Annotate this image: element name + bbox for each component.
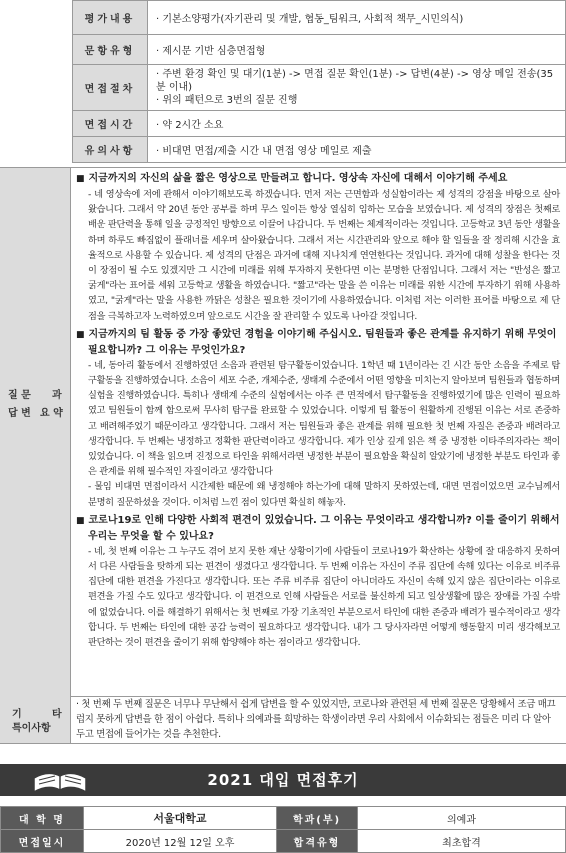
- value-interview-date: 2020년 12월 12일 오후: [84, 830, 277, 853]
- etc-label-2: 타: [52, 709, 62, 720]
- review-banner: [0, 764, 566, 796]
- qa-label-and: 과: [52, 390, 62, 401]
- label-interview-date: 면접일시: [1, 830, 84, 853]
- answer-2: - 네, 동아리 활동에서 진행하였던 소음과 관련된 탐구활동이었습니다. 1학년 때 1년이라는 긴 시간 동안 소음을 주제로 탐구활동을 진행하였습니다. 소음이 세포 수준, 개체수준, 생태계 수준에서 어떤 영향을 미치는지 알아보며 팀원들과 협동하며 실험을 진행하였습니다. 특히나 생태계 수준의 실험에서는 아주 큰 면적에서 탐구활동을 진행하였기에 많은 인력이 필요하였고 팀원들이 함께 함으로써 무사히 탐구를 완료할 수 있었습니다. 이렇게 팀 활동이 원활하게 진행된 이유는 서로 존중하고 배려해주었기 때문이라고 생각합니다. 그래서 저는 팀원들과 좋은 관계를 위해 필요한 첫 번째 자질은 존중과 배려라고 생각합니다. 두 번째는 냉정하고 정확한 판단력이라고 생각합니다. 제가 인상 깊게 읽은 책 중 냉정한 이타주의자라는 책이 있었습니다. 이 책을 읽으며 진정으로 타인을 위해서라면 냉정한 부분이 필요함을 확실히 알았기에 냉정한 부분도 타인과 좋은 관계를 위해 필수적인 자질이라고 생각합니다: [88, 359, 560, 478]
- label-notes: 유의사항: [73, 137, 148, 163]
- question-2: ■ 지금까지의 팀 활동 중 가장 좋았던 경험을 이야기해 주십시오. 팀원들과 좋은 관계를 유지하기 위해 무엇이 필요합니까? 그 이유는 무엇인가요?: [76, 327, 560, 358]
- interview-info-table: [0, 0, 566, 163]
- value-procedure-1: · 주변 환경 확인 및 대기(1분) -> 면접 질문 확인(1분) -> 답변(4분) -> 영상 메일 전송(35분 이내): [156, 68, 557, 94]
- summary-table: [0, 806, 566, 853]
- label-evaluation: 평가내용: [73, 1, 148, 35]
- answer-1: - 네 영상속에 저에 관해서 이야기해보도록 하겠습니다. 먼저 저는 근면함과 성실함이라는 제 성격의 강점을 바탕으로 살아왔습니다. 그래서 약 20년 동안 공부를 하며 무스 일이든 항상 열심히 임하는 모습을 보였습니다. 제 성격의 장점은 첫째로 배운 판단력을 통해 일을 긍정적인 방향으로 이끌어 나갑니다. 두 번째는 체계적이라는 것입니다. 고등학교 3년 동안 생활을 하며 하루도 빠짐없이 플래너를 세우며 살아왔습니다. 그래서 저는 시간관리와 앞으로 해야 할 일들을 잘 정리해 시간을 효율적으로 사용할 수 있습니다. 제 성격의 단점은 과거에 대해 지나치게 연연한다는 것입니다. 과거에 대해 성찰을 한다는 것이 장점이 될 수도 있겠지만 그 시간에 미래를 위해 투자하지 못한다면 이는 분명한 단점입니다. 그래서 저는 "반성은 짧고 굵게"라는 표어를 세워 고등학교 생활을 하였습니다. "짧고"라는 말을 쓴 이유는 미래를 위한 시간에 투자하기 위해 사용하였고, "굵게"라는 말을 사용한 까닭은 성찰은 필요한 것이기에 사용하였습니다. 이처럼 저는 이러한 표어를 바탕으로 제 단점을 극복하고자 노력하였으며 앞으로도 시간을 잘 관리할 수 있도록 나아갈 것입니다.: [88, 189, 560, 322]
- value-procedure-2: · 위의 패턴으로 3번의 질문 진행: [156, 94, 557, 107]
- value-admission-type: 최초합격: [358, 830, 566, 853]
- label-time: 면접시간: [73, 111, 148, 137]
- etc-text: · 첫 번째 두 번째 질문은 너무나 무난해서 쉽게 답변을 할 수 있었지만, 코로나와 관련된 세 번째 질문은 당황해서 조금 매끄럽지 못하게 답변을 한 점이 아쉽다. 특히나 의예과를 희망하는 학생이라면 우리 사회에서 이슈화되는 점들은 미리 다 알아두고 면접에 들어가는 것을 추천한다.: [76, 697, 558, 742]
- etc-label-3: 특이사항: [12, 723, 51, 734]
- qa-list: [76, 171, 560, 653]
- qa-label-answer: 답 변: [8, 408, 31, 419]
- qa-section-label: [0, 168, 71, 696]
- answer-3: - 네, 첫 번째 이유는 그 누구도 겪어 보지 못한 재난 상황이기에 사람들이 코로나19가 확산하는 상황에 잘 대응하지 못하여서 다른 사람들을 탓하게 되는 편견이 생겼다고 생각합니다. 두 번째 이유는 자신이 주류 집단에 속해 있다는 이유로 비주류 집단에 대한 편견을 가진다고 생각합니다. 또는 주류 비주류 집단이 아니더라도 자신이 속해 있지 않은 집단이라는 이유로 편견을 가질 수도 있다고 생각합니다. 이 편견으로 인해 사람들은 서로를 불신하게 되고 일상생활에 많은 장애를 가질 수밖에 없었습니다. 이를 해결하기 위해서는 첫 번째로 가장 기초적인 부분으로서 타인에 대한 존중과 배려가 필수적이라고 생각합니다. 두 번째는 타인에 대한 공감 능력이 필요하다고 생각합니다. 내가 그 당사자라면 어떻게 행동할지 미리 생각해보고 판단하는 것이 편견을 줄이기 위해 함양해야 하는 점이라고 생각합니다.: [88, 545, 560, 649]
- etc-label-1: 기: [12, 709, 22, 720]
- label-question-type: 문항유형: [73, 35, 148, 65]
- label-admission-type: 합격유형: [277, 830, 358, 853]
- question-3: ■ 코로나19로 인해 다양한 사회적 편견이 있었습니다. 그 이유는 무엇이라고 생각합니까? 이를 줄이기 위해서 우리는 무엇을 할 수 있나요?: [76, 513, 560, 544]
- value-department: 의예과: [358, 807, 566, 830]
- value-time: · 약 2시간 소요: [156, 120, 223, 131]
- value-notes: · 비대면 면접/제출 시간 내 면접 영상 메일로 제출: [156, 146, 372, 157]
- question-1: ■ 지금까지의 자신의 삶을 짧은 영상으로 만들려고 합니다. 영상속 자신에 대해서 이야기해 주세요: [76, 171, 560, 187]
- label-department: 학과(부): [277, 807, 358, 830]
- value-university: 서울대학교: [153, 812, 207, 825]
- label-university: 대 학 명: [1, 807, 84, 830]
- qa-label-question: 질 문: [8, 390, 31, 401]
- qa-label-summary: 요 약: [40, 408, 63, 419]
- value-question-type: · 제시문 기반 심층면접형: [156, 46, 265, 57]
- etc-section: [0, 695, 566, 744]
- answer-2-note: - 물임 비대면 면접이라서 시간제한 때문에 왜 냉정해야 하는가에 대해 말하지 못하였는데, 대면 면접이었으면 교수님께서 분명히 질문하셨을 것이다. 이처럼 느낀 점이 있다면 확실히 해놓자.: [88, 481, 560, 508]
- banner-title: 2021 대입 면접후기: [207, 771, 359, 789]
- label-procedure: 면접절차: [73, 65, 148, 111]
- qa-section: [0, 167, 566, 697]
- etc-section-label: [0, 695, 71, 743]
- value-evaluation: · 기본소양평가(자기관리 및 개발, 협동_팀워크, 사회적 책무_시민의식): [156, 14, 463, 25]
